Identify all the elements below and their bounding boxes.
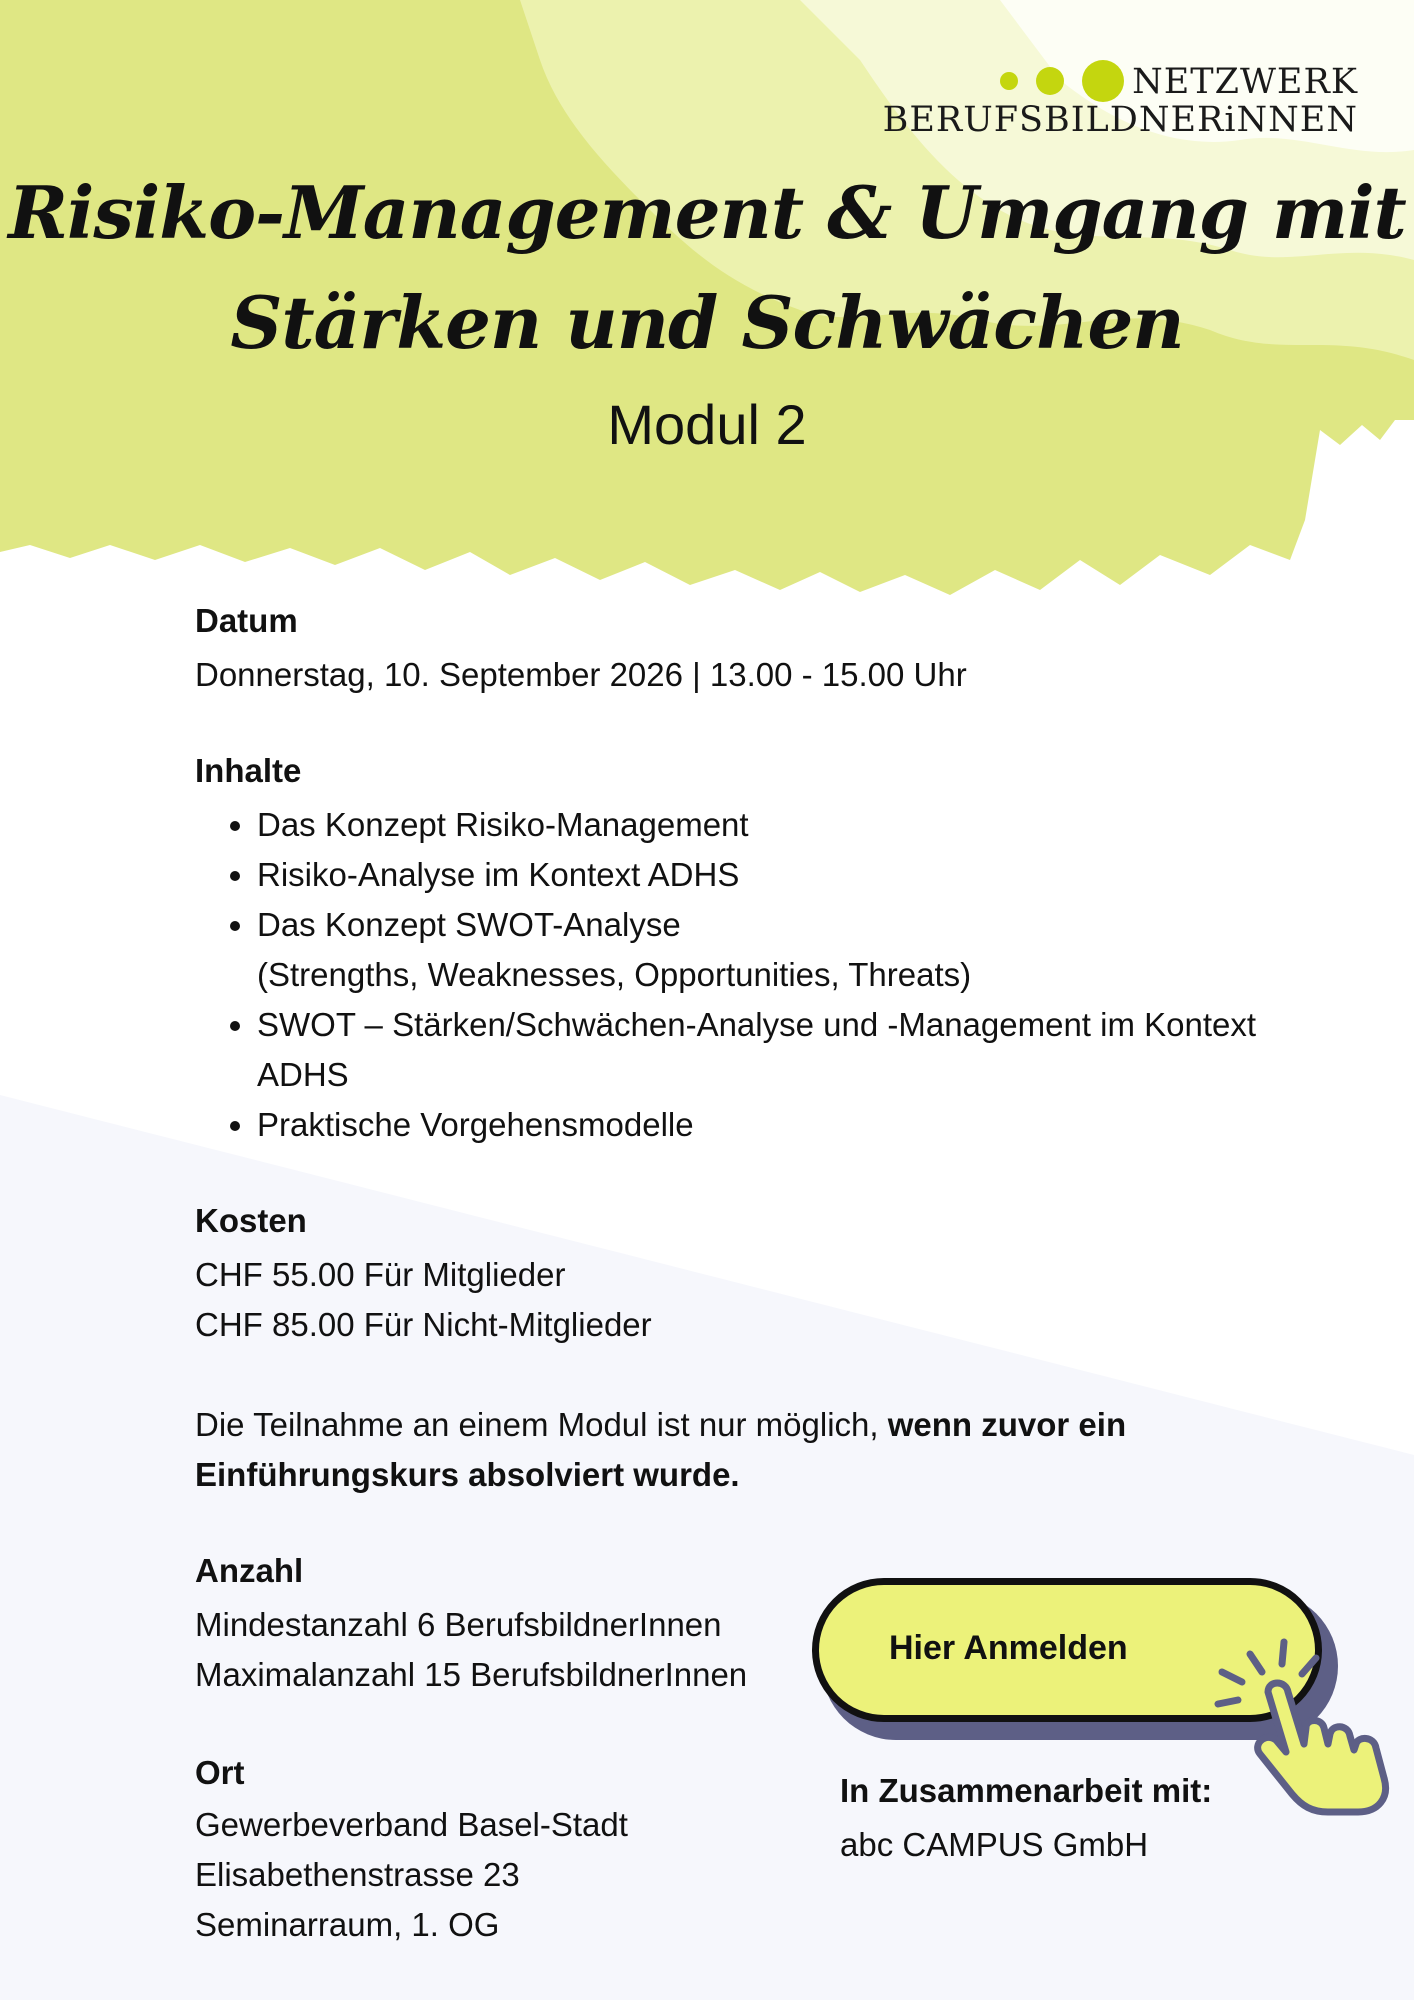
logo-text-netzwerk: NETZWERK: [1132, 62, 1358, 102]
kosten-non-members: CHF 85.00 Für Nicht-Mitglieder: [195, 1306, 652, 1343]
pointer-hand-icon[interactable]: [1208, 1628, 1398, 1818]
list-item: • Risiko-Analyse im Kontext ADHS: [257, 850, 1317, 900]
ort-line-1: Gewerbeverband Basel-Stadt: [195, 1806, 628, 1843]
kooperation-partner: abc CAMPUS GmbH: [840, 1826, 1149, 1863]
participation-note-emphasis: wenn zuvor ein Einführungskurs absolviert wurde.: [195, 1406, 1127, 1493]
ort-heading: Ort: [195, 1754, 245, 1791]
kooperation-heading: In Zusammenarbeit mit:: [840, 1772, 1213, 1809]
participation-note: Die Teilnahme an einem Modul ist nur möglich, wenn zuvor ein Einführungskurs absolviert wurde.: [195, 1406, 1127, 1493]
page-title-line-1: Risiko-Management & Umgang mit: [8, 170, 1406, 255]
inhalte-list: [195, 800, 1317, 1150]
anzahl-heading: Anzahl: [195, 1552, 304, 1589]
logo-dot-large: [1082, 60, 1124, 102]
ort-line-3: Seminarraum, 1. OG: [195, 1906, 500, 1943]
anzahl-maximum: Maximalanzahl 15 BerufsbildnerInnen: [195, 1656, 748, 1693]
anzahl-minimum: Mindestanzahl 6 BerufsbildnerInnen: [195, 1606, 722, 1643]
list-item-subtext: (Strengths, Weaknesses, Opportunities, Threats): [257, 956, 972, 993]
logo-text-berufsbildnerinnen: BERUFSBILDNERiNNEN: [882, 100, 1358, 140]
ort-line-2: Elisabethenstrasse 23: [195, 1856, 520, 1893]
kosten-heading: Kosten: [195, 1202, 307, 1239]
kosten-members: CHF 55.00 Für Mitglieder: [195, 1256, 566, 1293]
list-item: • Das Konzept Risiko-Management: [257, 800, 1317, 850]
list-item: • SWOT – Stärken/Schwächen-Analyse und -Management im Kontext ADHS: [257, 1000, 1317, 1100]
datum-text: Donnerstag, 10. September 2026 | 13.00 - 15.00 Uhr: [195, 656, 967, 693]
list-item: • Das Konzept SWOT-Analyse (Strengths, Weaknesses, Opportunities, Threats): [257, 900, 1317, 1000]
logo-dot-small: [1000, 72, 1018, 90]
module-subtitle: Modul 2: [607, 393, 807, 456]
register-button-label: Hier Anmelden: [889, 1629, 1128, 1667]
inhalte-heading: Inhalte: [195, 752, 302, 789]
datum-heading: Datum: [195, 602, 298, 639]
netzwerk-logo: [870, 56, 1370, 146]
logo-dot-medium: [1036, 67, 1064, 95]
page-title-line-2: Stärken und Schwächen: [230, 280, 1184, 365]
list-item: • Praktische Vorgehensmodelle: [257, 1100, 1317, 1150]
